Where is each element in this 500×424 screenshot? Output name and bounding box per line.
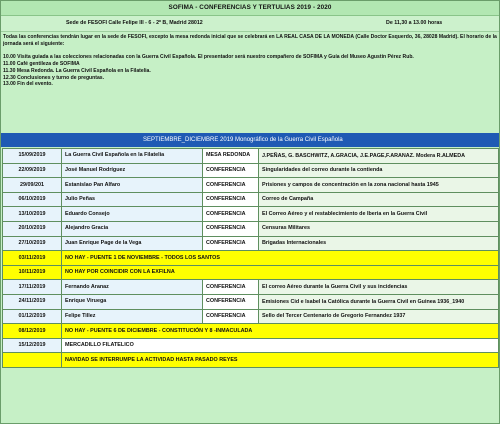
event-speaker: Eduardo Consejo (62, 207, 203, 222)
event-speaker: José Manuel Rodríguez (62, 163, 203, 178)
event-date: 24/11/2019 (3, 294, 62, 309)
schedule-item: 11.00 Café gentileza de SOFIMA (3, 60, 80, 67)
intro-section (3, 34, 497, 88)
venue-address: Sede de FESOFI Calle Felipe III - 6 - 2º B, Madrid 28012 (66, 20, 203, 26)
event-speaker: La Guerra Civil Española en la Filatelia (62, 149, 203, 164)
event-date: 01/12/2019 (3, 309, 62, 324)
event-note: MERCADILLO FILATELICO (62, 338, 499, 353)
event-topic: Correo de Campaña (259, 192, 499, 207)
event-type: CONFERENCIA (203, 236, 259, 251)
event-topic: Brigadas Internacionales (259, 236, 499, 251)
event-type: CONFERENCIA (203, 309, 259, 324)
event-type: CONFERENCIA (203, 163, 259, 178)
schedule-item: 12.30 Conclusiones y turno de preguntas. (3, 74, 105, 81)
event-type: CONFERENCIA (203, 294, 259, 309)
table-row (3, 178, 499, 193)
event-speaker: Fernando Aranaz (62, 280, 203, 295)
event-type: CONFERENCIA (203, 178, 259, 193)
event-date: 13/10/2019 (3, 207, 62, 222)
event-topic: Emisiones Cid e Isabel la Católica durante la Guerra Civil en Guinea 1936_1940 (259, 294, 499, 309)
event-date: 06/10/2019 (3, 192, 62, 207)
table-row (3, 324, 499, 339)
event-topic: Prisiones y campos de concentración en la zona nacional hasta 1945 (259, 178, 499, 193)
table-row (3, 221, 499, 236)
table-row (3, 236, 499, 251)
event-date: 27/10/2019 (3, 236, 62, 251)
event-note: NO HAY - PUENTE 1 DE NOVIEMBRE - TODOS LOS SANTOS (62, 251, 499, 266)
event-topic: El Correo Aéreo y el restablecimiento de Iberia en la Guerra Civil (259, 207, 499, 222)
event-speaker: Julio Peñas (62, 192, 203, 207)
event-topic: Singularidades del correo durante la contienda (259, 163, 499, 178)
table-row (3, 149, 499, 164)
event-date: 15/12/2019 (3, 338, 62, 353)
schedule-item: 11.30 Mesa Redonda. La Guerra Civil Española en la Filatelia. (3, 67, 151, 74)
table-row (3, 309, 499, 324)
event-date: 20/10/2019 (3, 221, 62, 236)
event-date: 10/11/2019 (3, 265, 62, 280)
event-date: 17/11/2019 (3, 280, 62, 295)
table-row (3, 192, 499, 207)
venue-bar (1, 16, 499, 32)
event-date: 15/09/2019 (3, 149, 62, 164)
event-speaker: Enrique Viruega (62, 294, 203, 309)
table-row (3, 294, 499, 309)
page-title: SOFIMA - CONFERENCIAS Y TERTULIAS 2019 - 2020 (1, 1, 499, 16)
table-row (3, 163, 499, 178)
event-topic: J.PEÑAS, G. BASCHWITZ, A.GRACIA, J.E.PAGE,F.ARANAZ. Modera R.ALMEDA (259, 149, 499, 164)
event-speaker: Felipe Tillez (62, 309, 203, 324)
event-type: CONFERENCIA (203, 207, 259, 222)
event-date: 29/09/201 (3, 178, 62, 193)
event-note: NAVIDAD SE INTERRUMPE LA ACTIVIDAD HASTA PASADO REYES (62, 353, 499, 368)
table-row (3, 251, 499, 266)
intro-paragraph: Todas las conferencias tendrán lugar en la sede de FESOFI, excepto la mesa redonda inicial que se celebrará en LA REAL CASA DE LA MONEDA (Calle Doctor Esquerdo, 36, 28028 Madrid). El horario de la jornada será el siguiente: (3, 34, 497, 47)
table-row (3, 207, 499, 222)
section-banner (1, 133, 499, 147)
event-topic: Sello del Tercer Centenario de Gregorio Fernandez 1937 (259, 309, 499, 324)
event-type: MESA REDONDA (203, 149, 259, 164)
session-hours: De 11,30 a 13.00 horas (386, 20, 443, 26)
event-date: 08/12/2019 (3, 324, 62, 339)
schedule-item: 13.00 Fin del evento. (3, 81, 53, 88)
events-table-body (3, 149, 499, 368)
event-note: NO HAY POR COINCIDIR CON LA EXFILNA (62, 265, 499, 280)
event-type: CONFERENCIA (203, 280, 259, 295)
events-table (2, 148, 499, 368)
event-speaker: Juan Enrique Page de la Vega (62, 236, 203, 251)
table-row (3, 353, 499, 368)
event-date: 03/11/2019 (3, 251, 62, 266)
event-topic: Censuras Militares (259, 221, 499, 236)
event-date: 22/09/2019 (3, 163, 62, 178)
event-date (3, 353, 62, 368)
event-type: CONFERENCIA (203, 192, 259, 207)
event-speaker: Estanislao Pan Alfaro (62, 178, 203, 193)
table-row (3, 280, 499, 295)
event-topic: El correo Aéreo durante la Guerra Civil y sus incidencias (259, 280, 499, 295)
schedule-item: 10.00 Visita guiada a las colecciones relacionadas con la Guerra Civil Española. El presentador será nuestro compañero de SOFIMA y Guía del Museo Agustín Pérez Rub. (3, 53, 414, 60)
event-speaker: Alejandro Gracia (62, 221, 203, 236)
table-row (3, 338, 499, 353)
event-note: NO HAY - PUENTE 6 DE DICIEMBRE - CONSTITUCIÓN Y 8 -INMACULADA (62, 324, 499, 339)
section-banner-text: SEPTIEMBRE_DICIEMBRE 2019 Monográfico de la Guerra Civil Española (143, 137, 343, 143)
table-row (3, 265, 499, 280)
event-type: CONFERENCIA (203, 221, 259, 236)
